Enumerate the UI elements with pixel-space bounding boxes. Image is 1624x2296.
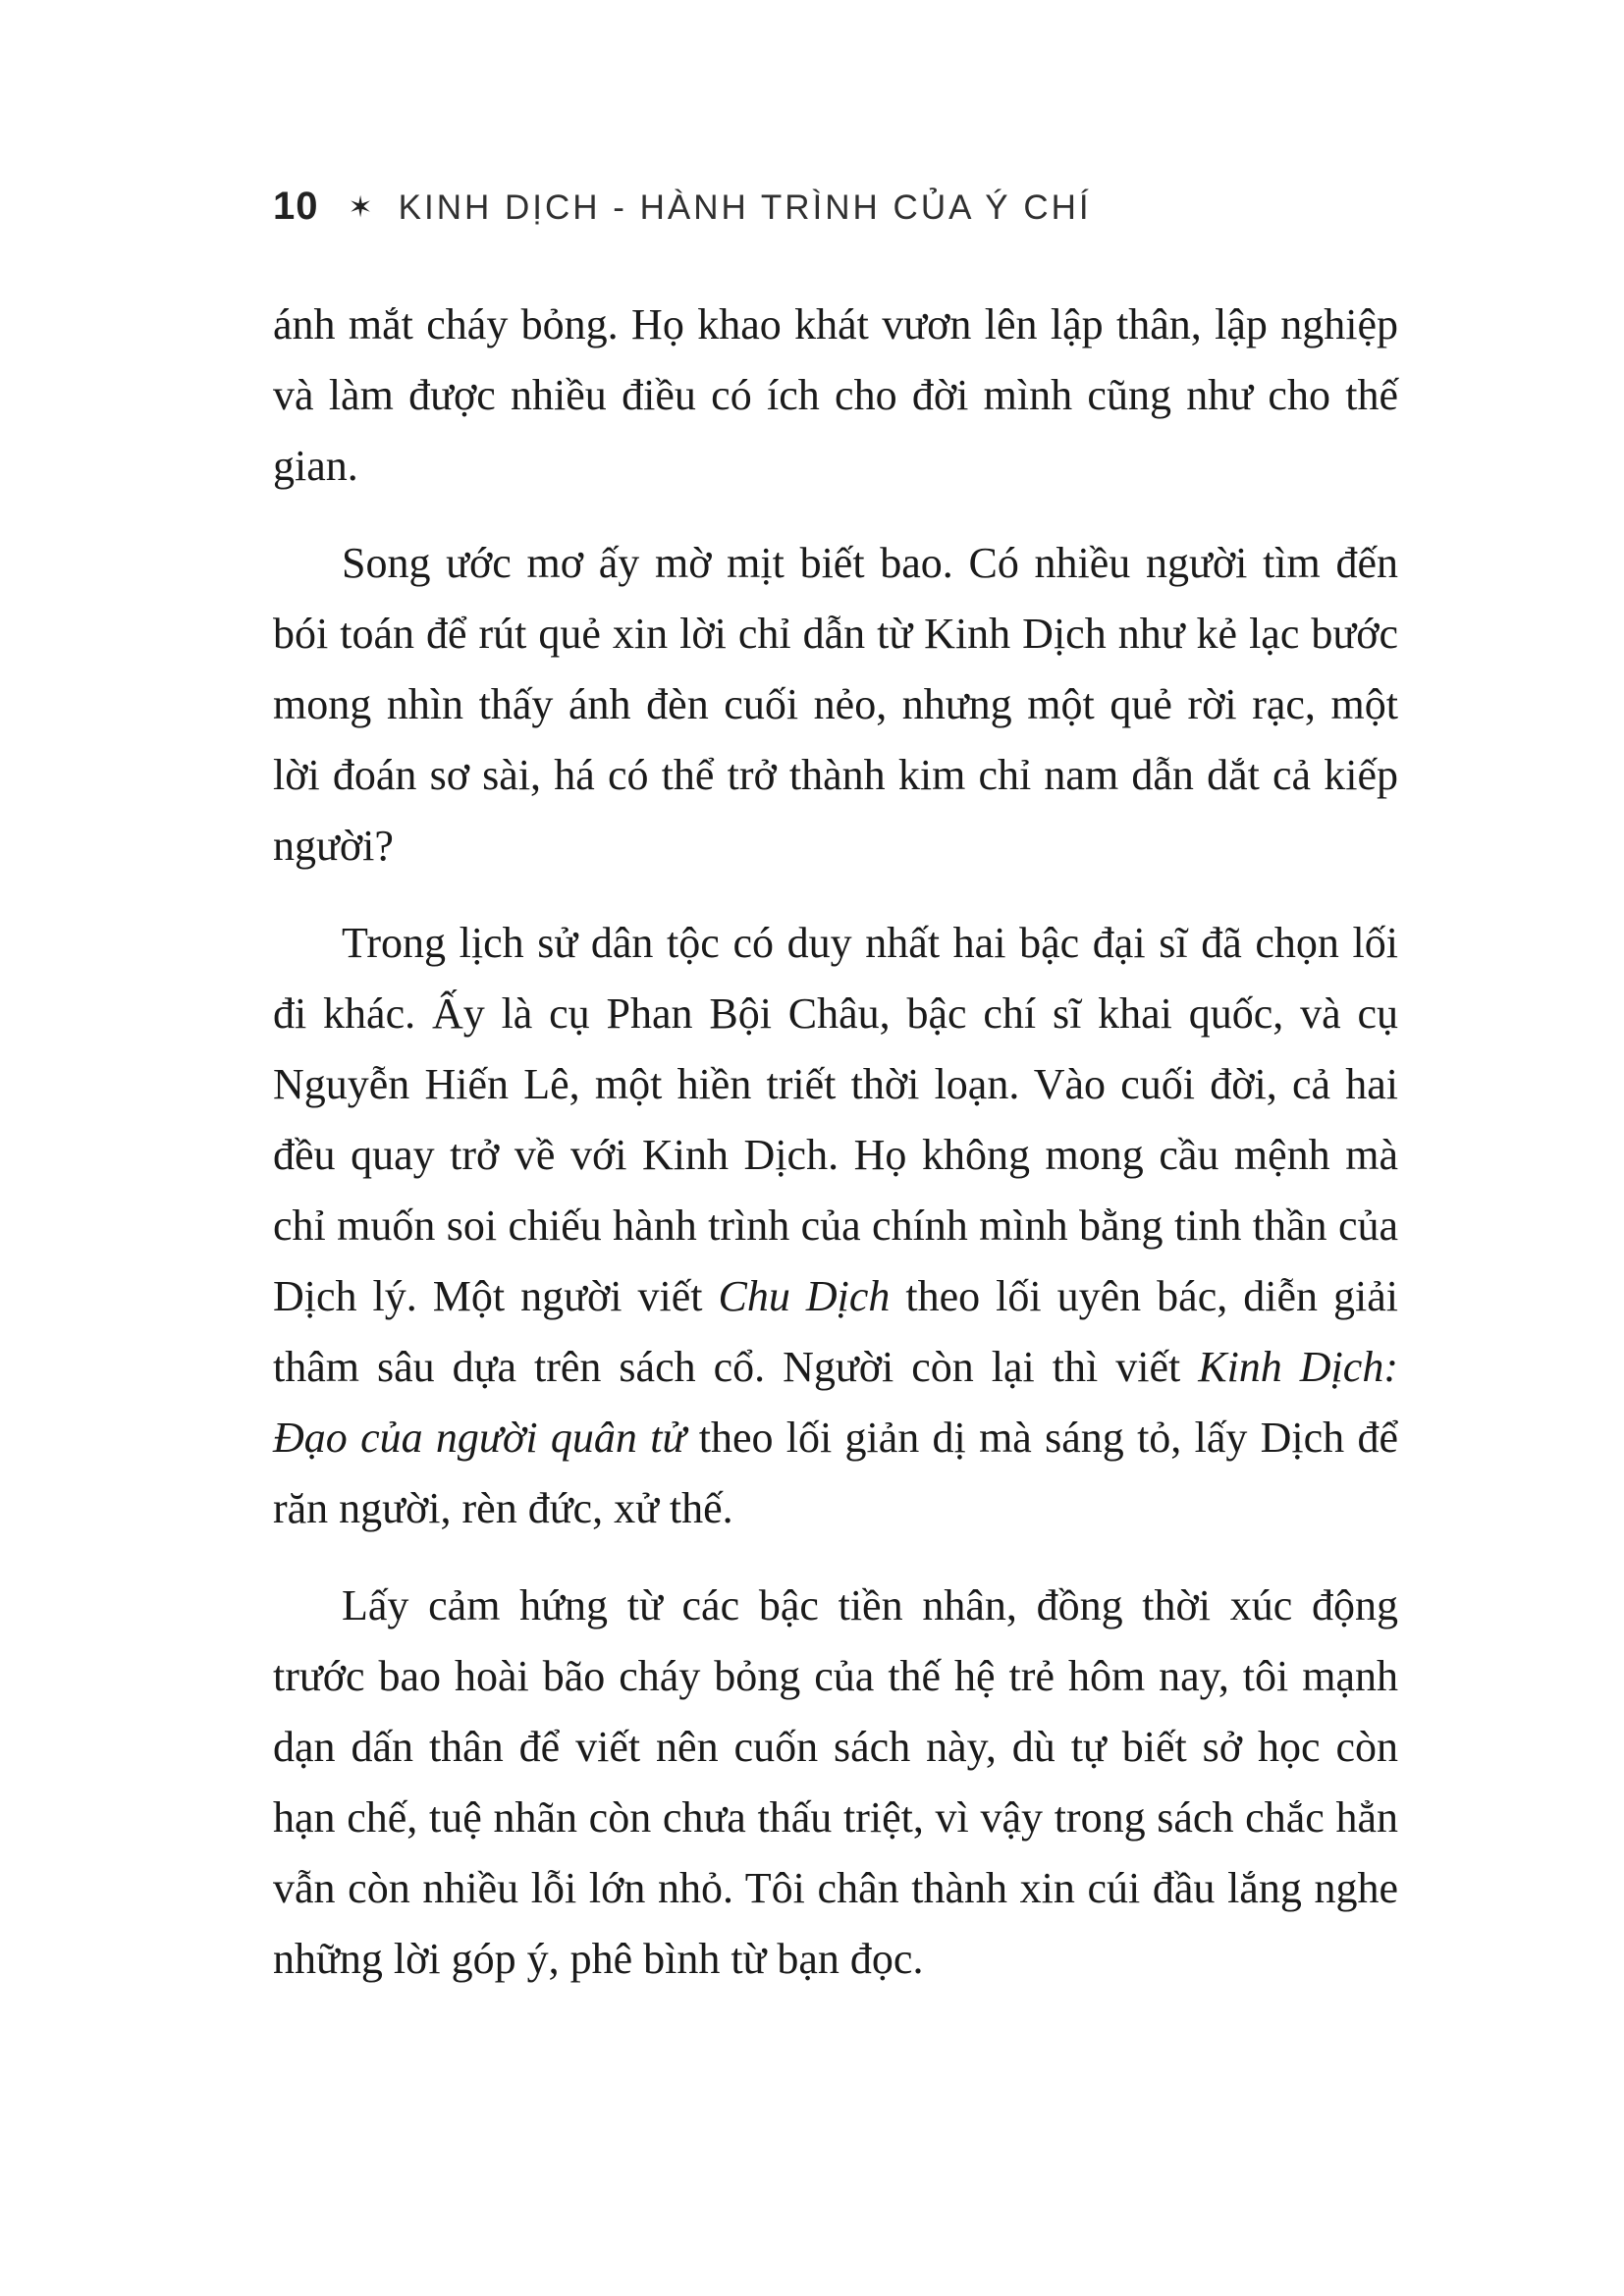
page-number: 10	[273, 185, 319, 228]
text-segment: theo lối giản dị mà sáng tỏ, lấy Dịch để răn người, rèn đức, xử thế.	[273, 1414, 1399, 1532]
book-title-italic: Kinh Dịch: Đạo của người quân tử	[273, 1343, 1398, 1462]
text-segment: theo lối uyên bác, diễn giải thâm sâu dựa trên sách cổ. Người còn lại thì viết	[273, 1272, 1398, 1391]
paragraph	[273, 290, 1398, 502]
running-title: KINH DỊCH - HÀNH TRÌNH CỦA Ý CHÍ	[398, 188, 1092, 227]
body-text	[273, 290, 1398, 1995]
star-icon: ✶	[348, 191, 373, 224]
text-segment: Lấy cảm hứng từ các bậc tiền nhân, đồng thời xúc động trước bao hoài bão cháy bỏng của thế hệ trẻ hôm nay, tôi mạnh dạn dấn thân để viết nên cuốn sách này, dù tự biết sở học còn hạn chế, tuệ nhãn còn chưa thấu triệt, vì vậy trong sách chắc hẳn vẫn còn nhiều lỗi lớn nhỏ. Tôi chân thành xin cúi đầu lắng nghe những lời góp ý, phê bình từ bạn đọc.	[273, 1581, 1398, 1983]
book-title-italic: Chu Dịch	[718, 1272, 891, 1320]
text-segment: Song ước mơ ấy mờ mịt biết bao. Có nhiều người tìm đến bói toán để rút quẻ xin lời chỉ dẫn từ Kinh Dịch như kẻ lạc bước mong nhìn thấy ánh đèn cuối nẻo, nhưng một quẻ rời rạc, một lời đoán sơ sài, há có thể trở thành kim chỉ nam dẫn dắt cả kiếp người?	[273, 539, 1398, 870]
page-header	[273, 185, 1624, 229]
paragraph	[273, 908, 1398, 1544]
paragraph	[273, 528, 1398, 881]
paragraph	[273, 1571, 1398, 1995]
text-segment: ánh mắt cháy bỏng. Họ khao khát vươn lên lập thân, lập nghiệp và làm được nhiều điều có ích cho đời mình cũng như cho thế gian.	[273, 300, 1398, 490]
text-segment: Trong lịch sử dân tộc có duy nhất hai bậc đại sĩ đã chọn lối đi khác. Ấy là cụ Phan Bội Châu, bậc chí sĩ khai quốc, và cụ Nguyễn Hiến Lê, một hiền triết thời loạn. Vào cuối đời, cả hai đều quay trở về với Kinh Dịch. Họ không mong cầu mệnh mà chỉ muốn soi chiếu hành trình của chính mình bằng tinh thần của Dịch lý. Một người viết	[273, 919, 1398, 1320]
